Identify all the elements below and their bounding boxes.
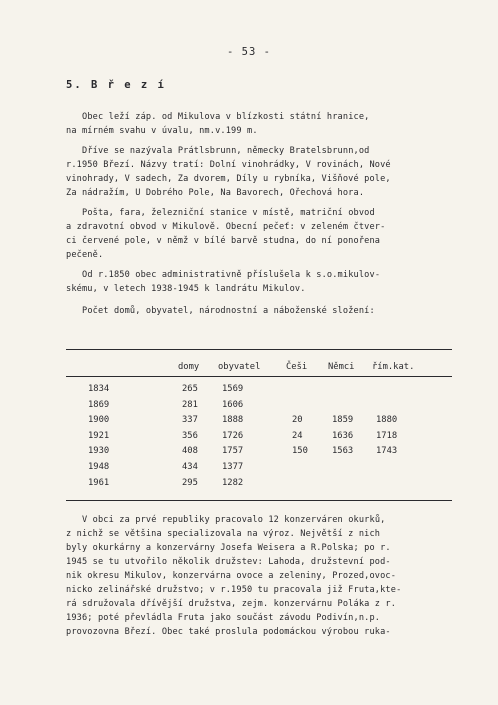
page-number: - 53 - (227, 46, 271, 58)
text-line: Za nádražím, U Dobrého Pole, Na Bavorech, Ořechová hora. (66, 188, 365, 198)
year-cell: 1834 (88, 384, 110, 394)
text-line: Obec leží záp. od Mikulova v blízkosti státní hranice, (82, 112, 370, 122)
text-line: skému, v letech 1938-1945 k landrátu Mikulov. (66, 284, 306, 294)
obyvatel-cell: 1377 (222, 462, 244, 472)
text-line: 1936; poté převládla Fruta jako součást závodu Podivín,n.p. (66, 613, 381, 623)
table-bottom-rule (66, 500, 452, 501)
obyvatel-cell: 1569 (222, 384, 244, 394)
domy-cell: 265 (182, 384, 198, 394)
nemci-cell: 1636 (332, 430, 354, 441)
table-header: domy (178, 362, 200, 372)
obyvatel-cell: 1606 (222, 399, 244, 410)
text-line: Pošta, fara, železniční stanice v místě, matriční obvod (82, 208, 375, 218)
text-line: na mírném svahu v úvalu, nm.v.199 m. (66, 126, 258, 136)
year-cell: 1869 (88, 399, 110, 410)
year-cell: 1948 (88, 462, 110, 472)
cesi-cell: 150 (292, 446, 308, 457)
text-line: 1945 se tu utvořilo několik družstev: Lahoda, družstevní pod- (66, 557, 391, 567)
text-line: byly okurkárny a konzervárny Josefa Weisera a R.Polska; po r. (66, 543, 391, 553)
year-cell: 1900 (88, 415, 110, 426)
text-line: vinohrady, V sadech, Za dvorem, Díly u rybníka, Višňové pole, (66, 174, 391, 184)
text-line: nik okresu Mikulov, konzervárna ovoce a zeleniny, Prozed,ovoc- (66, 571, 397, 581)
text-line: nicko zelinářské družstvo; v r.1950 tu pracovala již Fruta,kte- (66, 585, 402, 595)
text-line: provozovna Březí. Obec také proslula podomáckou výrobou ruka- (66, 627, 391, 637)
domy-cell: 408 (182, 446, 198, 457)
text-line: pečeně. (66, 250, 104, 260)
table-header-rule (66, 376, 452, 377)
domy-cell: 356 (182, 430, 198, 441)
table-header: Němci (328, 362, 355, 372)
text-line: r.1950 Březí. Názvy tratí: Dolní vinohrádky, V rovinách, Nové (66, 160, 391, 170)
cesi-cell: 24 (292, 430, 303, 441)
domy-cell: 281 (182, 399, 198, 410)
obyvatel-cell: 1757 (222, 446, 244, 457)
domy-cell: 434 (182, 462, 198, 472)
table-header: řím.kat. (372, 362, 415, 372)
text-line: rá sdružovala dřívější družstva, zejm. konzervárnu Poláka z r. (66, 599, 397, 609)
cesi-cell: 20 (292, 415, 303, 426)
table-header: obyvatel (218, 362, 261, 372)
table-header: Češi (286, 362, 308, 372)
nemci-cell: 1859 (332, 415, 354, 426)
text-line: V obci za prvé republiky pracovalo 12 konzerváren okurků, (82, 515, 386, 525)
text-line: ci červené pole, v němž v bílé barvě studna, do ní ponořena (66, 236, 381, 246)
rimkat-cell: 1880 (376, 415, 398, 426)
obyvatel-cell: 1282 (222, 477, 244, 488)
text-line: z nichž se většina specializovala na výroz. Největší z nich (66, 529, 381, 539)
obyvatel-cell: 1726 (222, 430, 244, 441)
year-cell: 1921 (88, 430, 110, 441)
year-cell: 1930 (88, 446, 110, 457)
section-heading: 5. B ř e z í (66, 79, 166, 91)
text-line: Počet domů, obyvatel, národnostní a náboženské složení: (82, 306, 375, 316)
nemci-cell: 1563 (332, 446, 354, 457)
table-top-rule (66, 349, 452, 350)
rimkat-cell: 1743 (376, 446, 398, 457)
domy-cell: 337 (182, 415, 198, 426)
rimkat-cell: 1718 (376, 430, 398, 441)
obyvatel-cell: 1888 (222, 415, 244, 426)
year-cell: 1961 (88, 477, 110, 488)
domy-cell: 295 (182, 477, 198, 488)
text-line: Dříve se nazývala Prátlsbrunn, německy Bratelsbrunn,od (82, 146, 370, 156)
text-line: Od r.1850 obec administrativně příslušela k s.o.mikulov- (82, 270, 381, 280)
text-line: a zdravotní obvod v Mikulově. Obecní pečeť: v zeleném čtver- (66, 222, 386, 232)
